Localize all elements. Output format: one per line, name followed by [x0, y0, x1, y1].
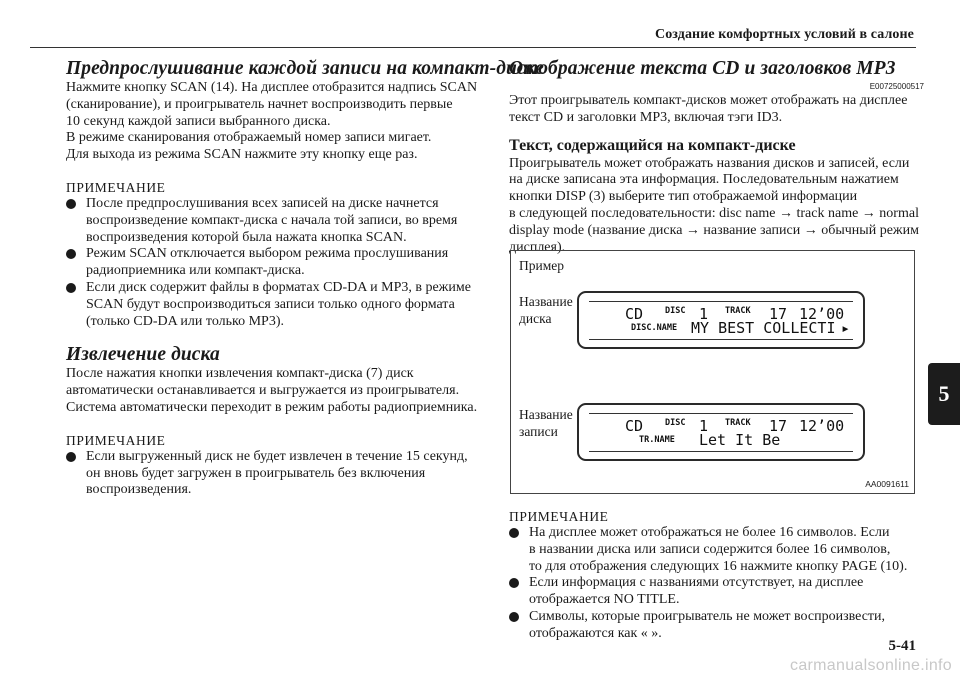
text-line: Проигрыватель может отображать названия дисков и записей, если — [509, 155, 910, 171]
text-line: После предпрослушивания всех записей на диске начнется — [86, 195, 439, 211]
header-rule — [30, 47, 916, 48]
lcd-track-title: Let It Be — [699, 431, 781, 449]
lcd-track-number: 17 — [769, 305, 788, 323]
text-line: (только CD-DA или только MP3). — [86, 313, 285, 329]
note-heading: ПРИМЕЧАНИЕ — [66, 432, 166, 448]
disc-name-label: Название — [519, 294, 573, 309]
lcd-name-label: TR.NAME — [639, 435, 675, 445]
figure-code: AA0091611 — [865, 479, 909, 489]
text-line: он вновь будет загружен в проигрыватель без включения — [86, 465, 426, 481]
eject-paragraph — [66, 366, 486, 416]
page-number: 5-41 — [888, 638, 916, 654]
right-column — [509, 58, 924, 256]
scan-notes-list — [66, 196, 486, 330]
text-line: Если выгруженный диск не будет извлечен в течение 15 секунд, — [86, 448, 468, 464]
lcd-name-label: DISC.NAME — [631, 323, 678, 333]
list-item — [66, 196, 486, 246]
text-line: текст CD и заголовки MP3, включая тэги ID3. — [509, 109, 783, 125]
section-title-scan: Предпрослушивание каждой записи на компакт-диске — [66, 58, 544, 79]
display-rail — [589, 451, 853, 452]
text-line: радиоприемника или компакт-диска. — [86, 263, 305, 279]
text-line: display mode (название диска → название записи → обычный режим — [509, 222, 919, 238]
lcd-time: 12’00 — [799, 417, 845, 435]
display-example-figure — [510, 250, 915, 494]
text-line: на диске записана эта информация. Последовательным нажатием — [509, 172, 899, 188]
display-notes-list — [509, 525, 924, 643]
lcd-time: 12’00 — [799, 305, 845, 323]
display-rail — [589, 413, 853, 414]
text-line: Режим SCAN отключается выбором режима прослушивания — [86, 246, 449, 262]
list-item — [509, 575, 924, 609]
display-rail — [589, 339, 853, 340]
text-line: отображаются как « ». — [529, 625, 662, 641]
display-rail — [589, 301, 853, 302]
text-line: воспроизведения которой была нажата кнопка SCAN. — [86, 229, 407, 245]
bullet-icon — [66, 249, 76, 259]
bullet-icon — [66, 452, 76, 462]
eject-notes-list — [66, 449, 486, 499]
list-item — [66, 280, 486, 330]
text-line: 10 секунд каждой записи выбранного диска. — [66, 113, 331, 129]
cd-text-paragraph — [509, 93, 924, 127]
disc-name-label-2: диска — [519, 311, 552, 326]
lcd-disc-title: MY BEST COLLECTI — [691, 319, 836, 337]
list-item — [66, 449, 486, 499]
right-notes — [509, 494, 924, 643]
track-name-label-2: записи — [519, 424, 558, 439]
watermark: carmanualsonline.info — [790, 657, 952, 674]
text-line: Нажмите кнопку SCAN (14). На дисплее отобразится надпись SCAN — [66, 80, 478, 95]
section-title-cd-text: Отображение текста CD и заголовков MP3 — [509, 58, 896, 79]
text-line: Если информация с названиями отсутствует, на дисплее — [529, 575, 864, 591]
text-line: Для выхода из режима SCAN нажмите эту кнопку еще раз. — [66, 147, 418, 163]
page-arrow-icon: ▸ — [841, 319, 851, 337]
section-code: E00725000517 — [869, 82, 924, 91]
text-line: дисплея). — [509, 239, 566, 255]
note-heading: ПРИМЕЧАНИЕ — [66, 179, 166, 195]
lcd-disc-label: DISC — [665, 418, 686, 428]
track-name-label: Название — [519, 407, 573, 422]
disc-text-paragraph — [509, 156, 924, 257]
text-line: отображается NO TITLE. — [529, 592, 680, 608]
note-heading: ПРИМЕЧАНИЕ — [509, 509, 609, 524]
text-line: кнопки DISP (3) выберите тип отображаемой информации — [509, 189, 858, 205]
text-line: SCAN будут воспроизводиться записи только одного формата — [86, 296, 455, 312]
subsection-title: Текст, содержащийся на компакт-диске — [509, 136, 796, 154]
bullet-icon — [66, 283, 76, 293]
bullet-icon — [509, 528, 519, 538]
lcd-track-number: 17 — [769, 417, 788, 435]
chapter-tab: 5 — [928, 363, 960, 425]
text-line: воспроизведения. — [86, 482, 192, 498]
list-item — [509, 525, 924, 575]
lcd-disc-number: 1 — [699, 417, 709, 435]
bullet-icon — [66, 199, 76, 209]
text-line: Система автоматически переходит в режим работы радиоприемника. — [66, 399, 478, 415]
text-line: На дисплее может отображаться не более 16 символов. Если — [529, 525, 890, 540]
list-item — [66, 246, 486, 280]
running-header: Создание комфортных условий в салоне — [654, 27, 914, 42]
text-line: Символы, которые проигрыватель не может воспроизвести, — [529, 608, 886, 624]
text-line: Если диск содержит файлы в форматах CD-DA и MP3, в режиме — [86, 279, 471, 295]
lcd-cd: CD — [625, 305, 644, 323]
lcd-track-label: TRACK — [725, 418, 751, 428]
bullet-icon — [509, 612, 519, 622]
text-line: то для отображения следующих 16 нажмите кнопку PAGE (10). — [529, 558, 908, 574]
lcd-disc-number: 1 — [699, 305, 709, 323]
example-label: Пример — [519, 258, 565, 273]
text-line: в названии диска или записи содержится более 16 символов, — [529, 541, 891, 557]
section-title-eject: Извлечение диска — [66, 344, 220, 366]
lcd-disc-label: DISC — [665, 306, 686, 316]
text-line: В режиме сканирования отображаемый номер записи мигает. — [66, 130, 432, 146]
list-item — [509, 609, 924, 643]
text-line: (сканирование), и проигрыватель начнет воспроизводить первые — [66, 96, 453, 112]
lcd-cd: CD — [625, 417, 644, 435]
lcd-display-track-name — [577, 403, 865, 461]
text-line: в следующей последовательности: disc name → track name → normal — [509, 205, 919, 221]
scan-paragraph — [66, 80, 486, 164]
lcd-display-disc-name — [577, 291, 865, 349]
text-line: Этот проигрыватель компакт-дисков может отображать на дисплее — [509, 93, 908, 108]
text-line: автоматически останавливается и выгружается из проигрывателя. — [66, 383, 460, 399]
text-line: После нажатия кнопки извлечения компакт-диска (7) диск — [66, 366, 414, 382]
lcd-track-label: TRACK — [725, 306, 751, 316]
text-line: воспроизведение компакт-диска с начала той записи, во время — [86, 212, 458, 228]
bullet-icon — [509, 578, 519, 588]
